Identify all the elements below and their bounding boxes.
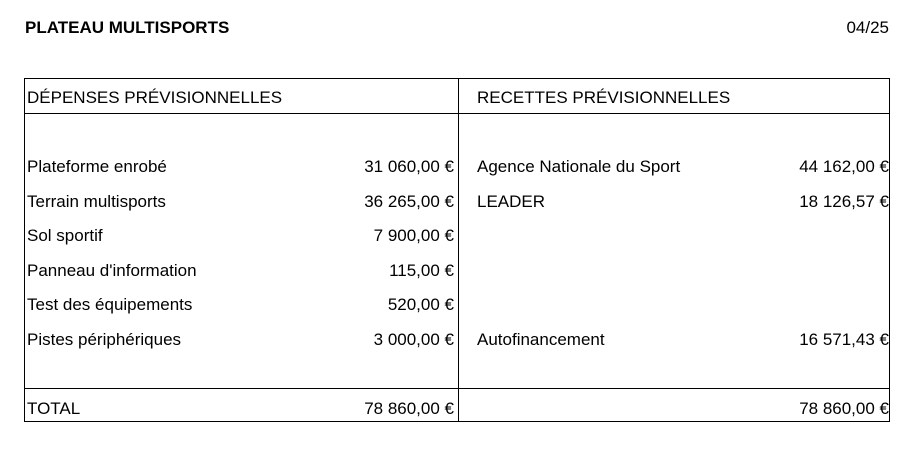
expense-amount: 115,00 € <box>389 261 454 280</box>
expense-amount: 7 900,00 € <box>373 226 454 245</box>
revenue-label: Agence Nationale du Sport <box>477 157 681 176</box>
expense-amount: 520,00 € <box>387 295 454 314</box>
document-title: PLATEAU MULTISPORTS <box>25 18 230 37</box>
expense-amount: 31 060,00 € <box>364 157 454 176</box>
revenues-heading: RECETTES PRÉVISIONNELLES <box>477 88 731 107</box>
revenue-amount: 44 162,00 € <box>799 157 889 176</box>
expense-label: Terrain multisports <box>27 192 166 211</box>
total-label: TOTAL <box>27 399 81 418</box>
revenue-label: Autofinancement <box>477 330 605 349</box>
expense-label: Panneau d'information <box>27 261 197 280</box>
budget-table <box>24 78 890 422</box>
revenue-amount: 16 571,43 € <box>799 330 889 349</box>
column-divider <box>458 79 459 421</box>
document-date: 04/25 <box>846 18 889 37</box>
revenue-label: LEADER <box>477 192 546 211</box>
expense-label: Pistes périphériques <box>27 330 182 349</box>
revenue-amount: 18 126,57 € <box>799 192 889 211</box>
total-divider <box>25 388 889 389</box>
expense-label: Sol sportif <box>27 226 103 245</box>
expense-label: Plateforme enrobé <box>27 157 167 176</box>
header-divider <box>25 113 889 114</box>
revenues-total-amount: 78 860,00 € <box>799 399 889 418</box>
expenses-heading: DÉPENSES PRÉVISIONNELLES <box>27 88 283 107</box>
expense-amount: 3 000,00 € <box>373 330 454 349</box>
expenses-total-amount: 78 860,00 € <box>364 399 454 418</box>
expense-label: Test des équipements <box>27 295 193 314</box>
expense-amount: 36 265,00 € <box>364 192 454 211</box>
